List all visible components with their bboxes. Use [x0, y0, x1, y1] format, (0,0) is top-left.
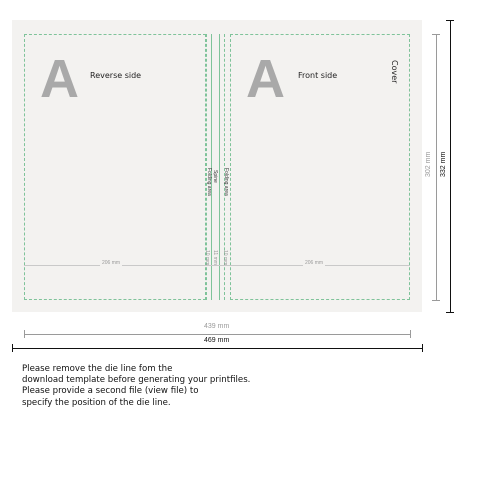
panel-width-line — [24, 265, 410, 266]
reverse-side-letter: A — [40, 49, 79, 109]
front-side-letter: A — [246, 49, 285, 109]
inner-width-tick-right — [410, 330, 411, 338]
note-line-4: specify the position of the die line. — [22, 397, 171, 408]
cover-label: Cover — [390, 60, 399, 84]
inner-width-line — [24, 334, 410, 335]
inner-height-label: 302 mm — [425, 151, 432, 177]
inner-width-tick-left — [24, 330, 25, 338]
reverse-width-label: 206 mm — [102, 260, 121, 266]
fold-right-width: 10 mm — [222, 250, 228, 266]
spine-label: Spine — [212, 170, 218, 183]
outer-height-tick-bottom — [446, 312, 454, 313]
outer-height-tick-top — [446, 20, 454, 21]
outer-width-tick-left — [12, 344, 13, 352]
outer-height-line — [450, 20, 451, 312]
fold-left-width: 10 mm — [204, 250, 210, 266]
folding-area-left-label: Folding area — [206, 168, 212, 196]
outer-width-label: 469 mm — [204, 337, 230, 344]
outer-width-tick-right — [422, 344, 423, 352]
note-line-3: Please provide a second file (view file) to — [22, 386, 199, 397]
instruction-note — [22, 364, 342, 409]
spine-width: 11 mm — [212, 250, 218, 265]
reverse-side-label: Reverse side — [90, 71, 142, 80]
inner-height-tick-bottom — [432, 300, 440, 301]
outer-width-line — [12, 348, 422, 349]
inner-height-line — [436, 34, 437, 300]
front-side-label: Front side — [298, 71, 338, 80]
folding-area-right-label: Folding area — [223, 168, 229, 196]
outer-height-label: 332 mm — [440, 151, 447, 177]
inner-width-label: 439 mm — [204, 323, 230, 330]
note-line-1: Please remove the die line fom the — [22, 364, 173, 374]
inner-height-tick-top — [432, 34, 440, 35]
spine-fold-line-3 — [219, 34, 220, 300]
front-width-label: 206 mm — [305, 260, 324, 266]
note-line-2: download template before generating your printfiles. — [22, 375, 251, 386]
